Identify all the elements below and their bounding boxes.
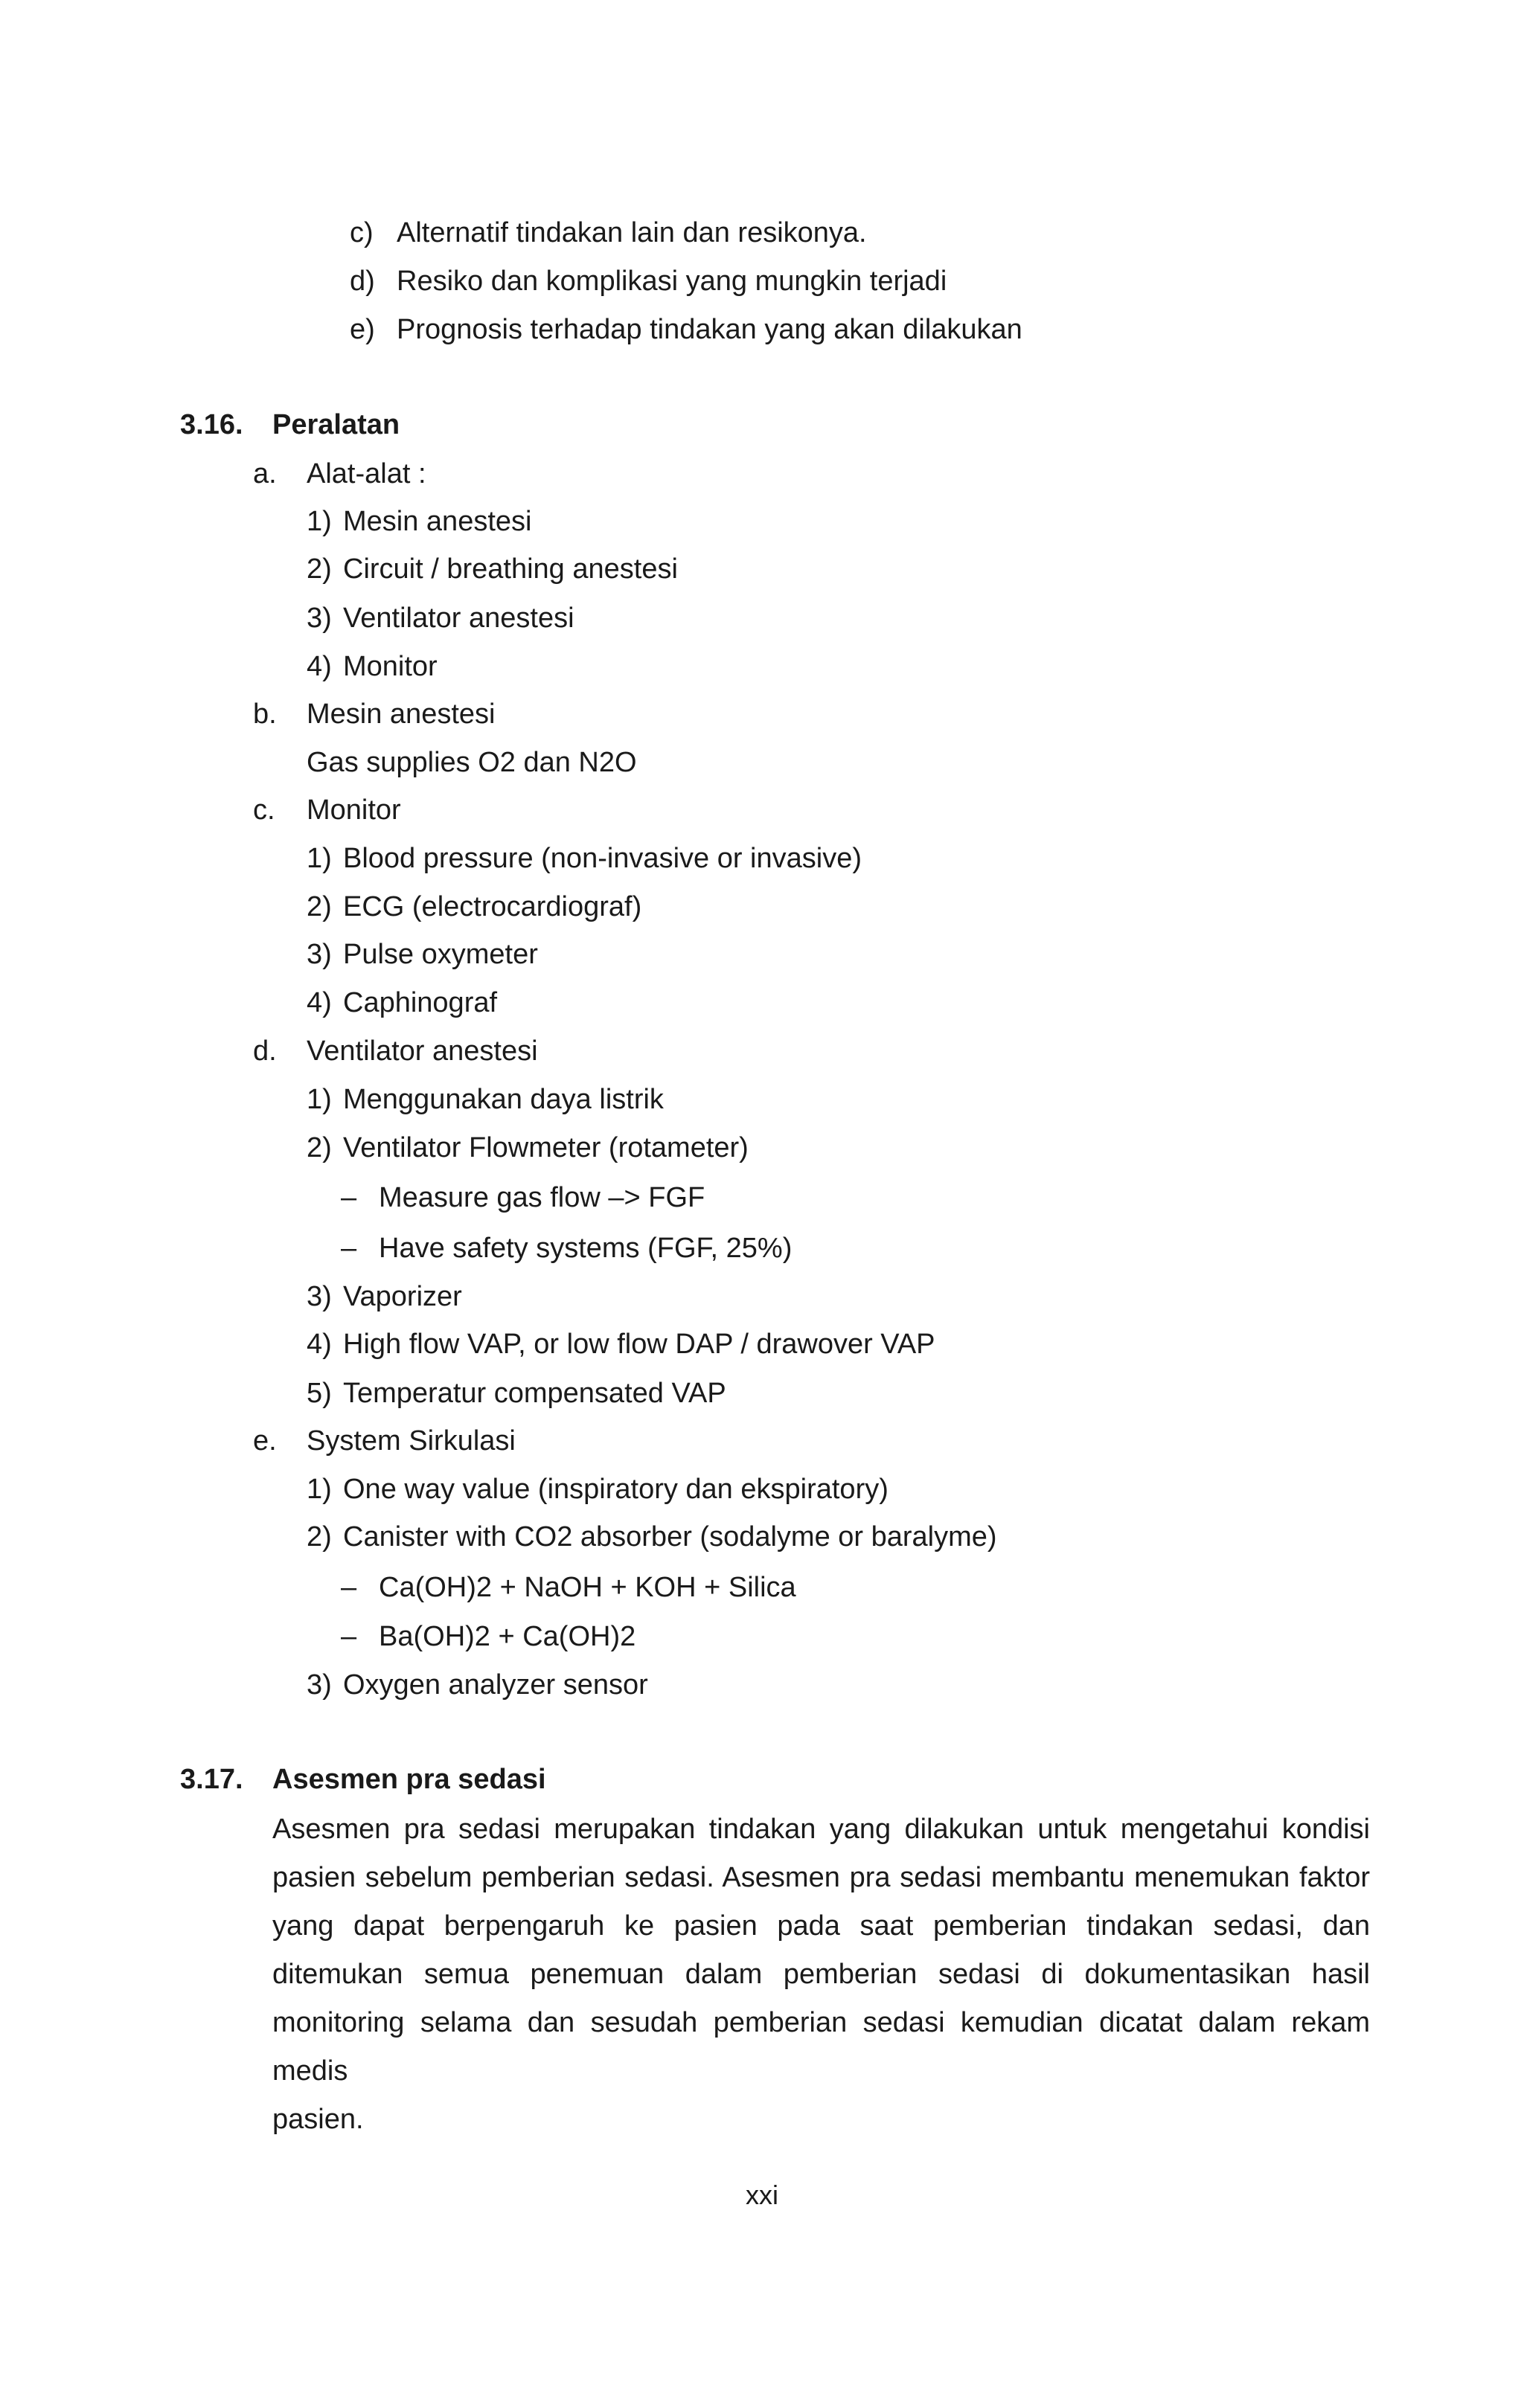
- dash-marker: –: [341, 1233, 357, 1264]
- list-item: Alat-alat :: [307, 458, 426, 489]
- list-item: Mesin anestesi: [307, 699, 496, 730]
- list-item: High flow VAP, or low flow DAP / drawover VAP: [343, 1329, 935, 1360]
- paragraph-line: monitoring selama dan sesudah pemberian sedasi kemudian dicatat dalam rekam medis: [272, 2007, 1370, 2087]
- list-marker: 5): [307, 1378, 332, 1409]
- list-item: Monitor: [307, 794, 401, 826]
- list-item: Resiko dan komplikasi yang mungkin terjadi: [397, 266, 947, 297]
- list-marker: 3): [307, 603, 332, 634]
- list-item: Mesin anestesi: [343, 506, 532, 537]
- paragraph-line: pasien sebelum pemberian sedasi. Asesmen pra sedasi membantu menemukan faktor: [272, 1862, 1370, 1893]
- section-paragraph: [272, 1805, 1370, 2144]
- section-number: 3.16.: [180, 409, 243, 440]
- list-item: Canister with CO2 absorber (sodalyme or baralyme): [343, 1521, 997, 1553]
- list-item: System Sirkulasi: [307, 1425, 516, 1457]
- list-item: Have safety systems (FGF, 25%): [379, 1233, 793, 1264]
- list-marker: 1): [307, 1474, 332, 1505]
- list-item: Pulse oxymeter: [343, 939, 538, 970]
- list-marker: 3): [307, 1669, 332, 1701]
- list-marker: e.: [253, 1425, 277, 1457]
- dash-marker: –: [341, 1572, 357, 1603]
- paragraph-line: pasien.: [272, 2104, 364, 2135]
- list-item: Gas supplies O2 dan N2O: [307, 747, 637, 778]
- section-number: 3.17.: [180, 1764, 243, 1795]
- list-marker: 4): [307, 987, 332, 1018]
- dash-marker: –: [341, 1182, 357, 1213]
- list-item: ECG (electrocardiograf): [343, 891, 642, 922]
- list-marker: 2): [307, 1521, 332, 1553]
- list-marker: c.: [253, 794, 275, 826]
- list-marker: d): [350, 266, 375, 297]
- list-marker: 4): [307, 651, 332, 682]
- list-item: Temperatur compensated VAP: [343, 1378, 726, 1409]
- list-item: Circuit / breathing anestesi: [343, 553, 678, 585]
- page-number: xxi: [746, 2180, 778, 2210]
- list-item: Measure gas flow –> FGF: [379, 1182, 705, 1213]
- list-item: Caphinograf: [343, 987, 498, 1018]
- list-marker: 3): [307, 939, 332, 970]
- paragraph-line: Asesmen pra sedasi merupakan tindakan yang dilakukan untuk mengetahui kondisi: [272, 1814, 1370, 1845]
- list-item: Ventilator anestesi: [307, 1036, 538, 1067]
- list-marker: 2): [307, 553, 332, 585]
- list-item: Menggunakan daya listrik: [343, 1084, 664, 1115]
- list-marker: 1): [307, 843, 332, 874]
- list-item: Vaporizer: [343, 1281, 462, 1312]
- dash-marker: –: [341, 1621, 357, 1652]
- list-item: Ba(OH)2 + Ca(OH)2: [379, 1621, 636, 1652]
- list-item: Oxygen analyzer sensor: [343, 1669, 648, 1701]
- section-title: Peralatan: [272, 409, 400, 440]
- list-marker: b.: [253, 699, 277, 730]
- section-title: Asesmen pra sedasi: [272, 1764, 546, 1795]
- list-item: Ventilator Flowmeter (rotameter): [343, 1132, 749, 1163]
- list-marker: 4): [307, 1329, 332, 1360]
- paragraph-line: ditemukan semua penemuan dalam pemberian sedasi di dokumentasikan hasil: [272, 1959, 1370, 1990]
- list-marker: 3): [307, 1281, 332, 1312]
- list-marker: d.: [253, 1036, 277, 1067]
- list-item: Alternatif tindakan lain dan resikonya.: [397, 217, 867, 248]
- list-item: Ventilator anestesi: [343, 603, 574, 634]
- list-item: Monitor: [343, 651, 438, 682]
- list-marker: 1): [307, 1084, 332, 1115]
- list-item: Blood pressure (non-invasive or invasive): [343, 843, 862, 874]
- list-marker: c): [350, 217, 374, 248]
- list-item: Prognosis terhadap tindakan yang akan dilakukan: [397, 314, 1022, 345]
- paragraph-line: yang dapat berpengaruh ke pasien pada saat pemberian tindakan sedasi, dan: [272, 1910, 1370, 1942]
- list-item: Ca(OH)2 + NaOH + KOH + Silica: [379, 1572, 796, 1603]
- list-marker: a.: [253, 458, 277, 489]
- list-marker: 2): [307, 891, 332, 922]
- list-marker: e): [350, 314, 375, 345]
- list-marker: 2): [307, 1132, 332, 1163]
- list-item: One way value (inspiratory dan ekspiratory): [343, 1474, 889, 1505]
- list-marker: 1): [307, 506, 332, 537]
